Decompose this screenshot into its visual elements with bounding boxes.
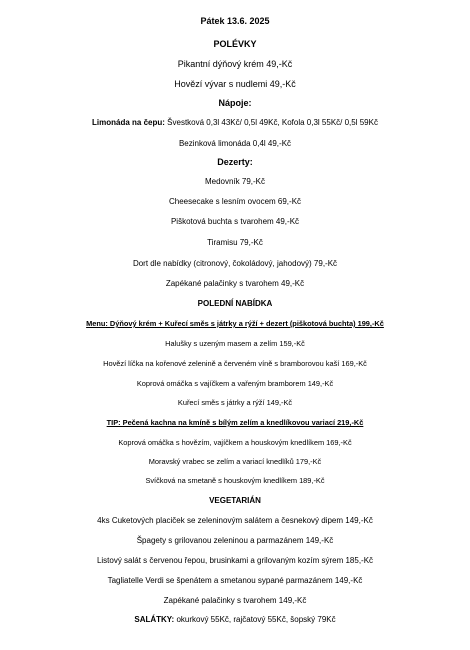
menu-item: Medovník 79,-Kč: [204, 177, 266, 186]
menu-item: Bezinková limonáda 0,4l 49,-Kč: [178, 139, 292, 148]
tip-line: TIP: Pečená kachna na kmíně s bílým zelím a knedlíkovou variací 219,-Kč: [106, 418, 364, 427]
menu-item: Kuřecí směs s játrky a rýží 149,-Kč: [177, 398, 293, 407]
menu-date: Pátek 13.6. 2025: [200, 16, 270, 26]
limonada-line: [0, 119, 470, 127]
section-heading-dezerty: Dezerty:: [217, 157, 253, 167]
menu-item: Hovězí líčka na kořenové zelenině a červeném víně s bramborovou kaší 169,-Kč: [103, 359, 367, 368]
menu-item: 4ks Cuketových placiček se zeleninovým salátem a česnekový dipem 149,-Kč: [97, 516, 373, 525]
menu-item: Cheesecake s lesním ovocem 69,-Kč: [168, 197, 302, 206]
menu-item: Zapékané palačinky s tvarohem 149,-Kč: [163, 596, 307, 605]
section-heading-polevky: POLÉVKY: [213, 39, 257, 49]
section-heading-poledni: POLEDNÍ NABÍDKA: [197, 299, 273, 308]
menu-combo-line: Menu: Dýňový krém + Kuřecí směs s játrky a rýží + dezert (piškotová buchta) 199,-Kč: [86, 319, 384, 328]
menu-item: Pikantní dýňový krém 49,-Kč: [177, 59, 293, 69]
menu-item: Tiramisu 79,-Kč: [207, 238, 263, 247]
menu-item: Koprová omáčka s hovězím, vajíčkem a houskovým knedlíkem 169,-Kč: [118, 438, 352, 447]
menu-item: Listový salát s červenou řepou, brusinkami a grilovaným kozím sýrem 185,-Kč: [96, 556, 374, 565]
menu-item: Halušky s uzeným masem a zelím 159,-Kč: [165, 339, 305, 348]
menu-item: Špagety s grilovanou zeleninou a parmazánem 149,-Kč: [136, 536, 334, 545]
menu-item: Hovězí vývar s nudlemi 49,-Kč: [174, 79, 296, 89]
section-heading-napoje: Nápoje:: [218, 98, 252, 108]
menu-item: Dort dle nabídky (citronový, čokoládový, jahodový) 79,-Kč: [132, 259, 338, 268]
limonada-label: Limonáda na čepu:: [92, 118, 165, 127]
salatky-text: okurkový 55Kč, rajčatový 55Kč, šopský 79Kč: [174, 615, 336, 624]
menu-item: Tagliatelle Verdi se špenátem a smetanou sypané parmazánem 149,-Kč: [107, 576, 363, 585]
menu-item: Piškotová buchta s tvarohem 49,-Kč: [170, 217, 300, 226]
salatky-label: SALÁTKY:: [134, 615, 175, 624]
menu-item: Moravský vrabec se zelím a variací knedlíků 179,-Kč: [148, 457, 322, 466]
limonada-text: Švestková 0,3l 43Kč/ 0,5l 49Kč, Kofola 0,3l 55Kč/ 0,5l 59Kč: [164, 118, 378, 127]
menu-item: Svíčková na smetaně s houskovým knedlíkem 189,-Kč: [145, 476, 325, 485]
section-heading-vegetarian: VEGETARIÁN: [209, 496, 261, 505]
menu-item: Koprová omáčka s vajíčkem a vařeným bramborem 149,-Kč: [136, 379, 334, 388]
menu-item: Zapékané palačinky s tvarohem 49,-Kč: [165, 279, 305, 288]
salatky-line: [0, 616, 470, 624]
